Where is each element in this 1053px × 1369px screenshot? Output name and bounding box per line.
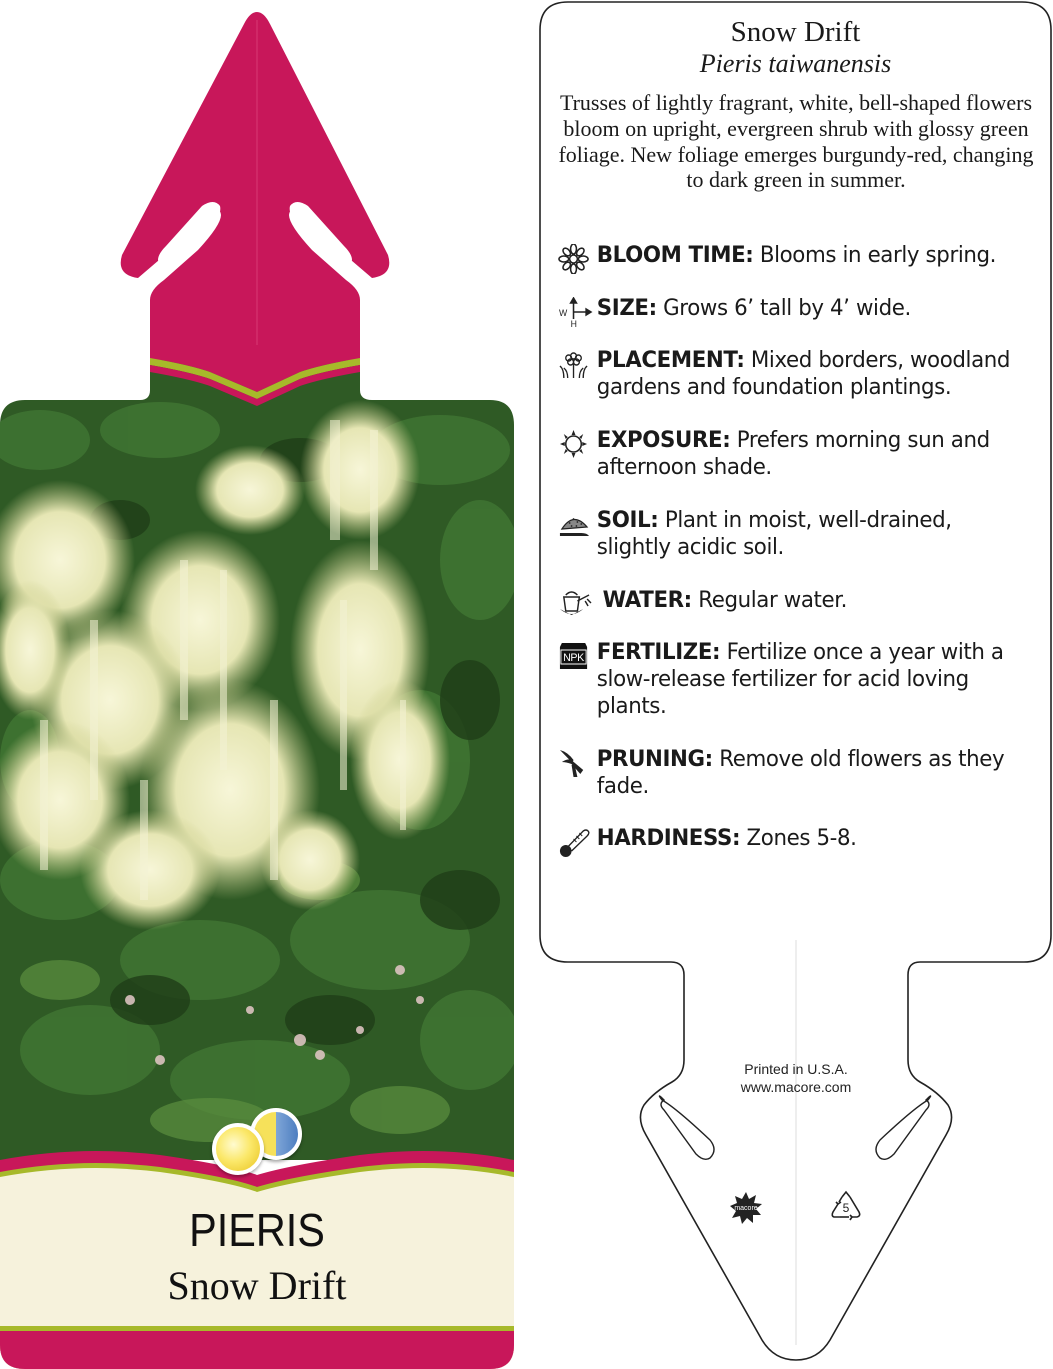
svg-text:NPK: NPK	[563, 651, 584, 665]
attr-bloom-time	[558, 242, 1014, 269]
soil-trowel-icon	[558, 509, 593, 539]
website-text: www.macore.com	[740, 1079, 852, 1095]
flower-icon	[558, 244, 593, 274]
sun-icon	[212, 1123, 264, 1175]
fertilize-value: Fertilize once a year with a slow-release fertilizer for acid loving plants.	[596, 640, 1004, 719]
size-value: Grows 6’ tall by 4’ wide.	[663, 296, 911, 321]
placement-label: PLACEMENT:	[596, 348, 745, 373]
plant-genus-title: PIERIS	[189, 1204, 325, 1256]
plant-photo	[0, 360, 520, 1180]
pruning-value: Remove old flowers as they fade.	[596, 747, 1005, 799]
npk-fertilizer-icon	[558, 641, 593, 671]
attr-placement	[558, 347, 1014, 401]
attr-water	[558, 587, 1014, 614]
soil-label: SOIL:	[596, 508, 659, 533]
water-value: Regular water.	[698, 588, 848, 613]
size-label: SIZE:	[596, 296, 657, 321]
bloom-time-value: Blooms in early spring.	[759, 243, 997, 268]
recycle-5-icon	[828, 1190, 864, 1226]
exposure-value: Prefers morning sun and afternoon shade.	[596, 428, 990, 480]
size-arrows-icon	[558, 297, 593, 327]
svg-text:macore: macore	[734, 1205, 758, 1212]
sun-exposure-icon	[558, 429, 593, 459]
attr-pruning	[558, 746, 1014, 800]
water-label: WATER:	[602, 588, 692, 613]
fertilize-label: FERTILIZE:	[596, 640, 721, 665]
back-tag	[538, 0, 1053, 1369]
placement-value: Mixed borders, woodland gardens and foundation plantings.	[596, 348, 1011, 400]
pruning-shears-icon	[558, 748, 593, 778]
plant-cultivar-title: Snow Drift	[167, 1263, 347, 1308]
plant-description: Trusses of lightly fragrant, white, bell-shaped flowers bloom on upright, evergreen shrub with glossy green foliage. New foliage emerges burgundy-red, changing to dark green in summer.	[558, 90, 1034, 193]
exposure-label: EXPOSURE:	[596, 428, 731, 453]
tag-arrow-top	[121, 12, 390, 360]
attr-soil	[558, 507, 1014, 561]
macore-logo-icon	[728, 1190, 764, 1226]
svg-text:W: W	[558, 307, 567, 319]
hardiness-label: HARDINESS:	[596, 826, 741, 851]
attr-size	[558, 295, 1014, 327]
pruning-label: PRUNING:	[596, 747, 713, 772]
hardiness-value: Zones 5-8.	[746, 826, 857, 851]
botanical-name: Pieris taiwanensis	[699, 49, 892, 78]
front-tag	[0, 0, 520, 1369]
svg-text:H: H	[570, 318, 577, 327]
printed-in-text: Printed in U.S.A.	[744, 1061, 848, 1077]
attr-hardiness	[558, 825, 1014, 852]
soil-value: Plant in moist, well-drained, slightly acidic soil.	[596, 508, 952, 560]
placement-plants-icon	[558, 349, 593, 379]
watering-can-icon	[558, 589, 593, 619]
front-tag-shape	[0, 0, 520, 1369]
attr-fertilize	[558, 639, 1014, 720]
svg-text:5: 5	[842, 1201, 850, 1215]
back-plant-title: Snow Drift	[730, 16, 861, 48]
bloom-time-label: BLOOM TIME:	[596, 243, 754, 268]
thermometer-icon	[558, 827, 593, 857]
attr-exposure	[558, 427, 1014, 481]
